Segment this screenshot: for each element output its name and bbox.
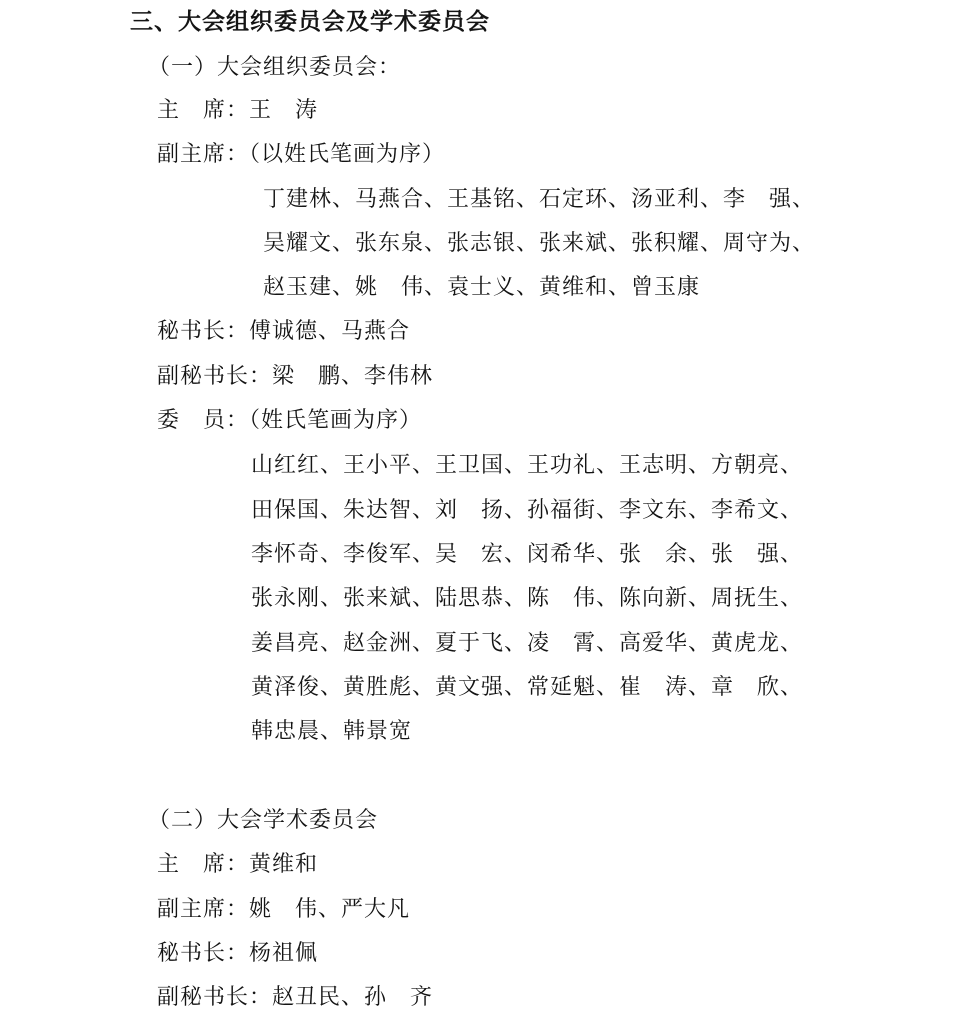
member-names-line: 山红红、王小平、王卫国、王功礼、王志明、方朝亮、 — [251, 453, 804, 478]
academic-secretary-general: 秘书长：杨祖佩 — [157, 941, 319, 966]
vice-chair-names-line: 赵玉建、姚 伟、袁士义、黄维和、曾玉康 — [263, 275, 701, 300]
vice-chair-names-line: 丁建林、马燕合、王基铭、石定环、汤亚利、李 强、 — [263, 187, 816, 212]
organizing-committee-title: （一）大会组织委员会： — [148, 55, 402, 80]
vice-chair-names-line: 吴耀文、张东泉、张志银、张来斌、张积耀、周守为、 — [263, 231, 816, 256]
section-title: 三、大会组织委员会及学术委员会 — [130, 9, 490, 35]
academic-committee-title: （二）大会学术委员会 — [148, 808, 379, 833]
organizing-secretary-general: 秘书长：傅诚德、马燕合 — [157, 319, 411, 344]
member-names-line: 韩忠晨、韩景宽 — [251, 719, 413, 744]
academic-vice-chair: 副主席：姚 伟、严大凡 — [157, 897, 411, 922]
organizing-members-label: 委 员：（姓氏笔画为序） — [157, 408, 423, 433]
member-names-line: 李怀奇、李俊军、吴 宏、闵希华、张 余、张 强、 — [251, 542, 804, 567]
member-names-line: 张永刚、张来斌、陆思恭、陈 伟、陈向新、周抚生、 — [251, 586, 804, 611]
organizing-vice-chair-label: 副主席：（以姓氏笔画为序） — [157, 142, 446, 167]
organizing-deputy-secretary-general: 副秘书长：梁 鹏、李伟林 — [157, 364, 434, 389]
academic-chair: 主 席：黄维和 — [157, 852, 319, 877]
academic-deputy-secretary-general: 副秘书长：赵丑民、孙 齐 — [157, 985, 434, 1010]
organizing-chair: 主 席：王 涛 — [157, 98, 319, 123]
member-names-line: 黄泽俊、黄胜彪、黄文强、常延魁、崔 涛、章 欣、 — [251, 675, 804, 700]
member-names-line: 姜昌亮、赵金洲、夏于飞、凌 霄、高爱华、黄虎龙、 — [251, 631, 804, 656]
member-names-line: 田保国、朱达智、刘 扬、孙福街、李文东、李希文、 — [251, 498, 804, 523]
